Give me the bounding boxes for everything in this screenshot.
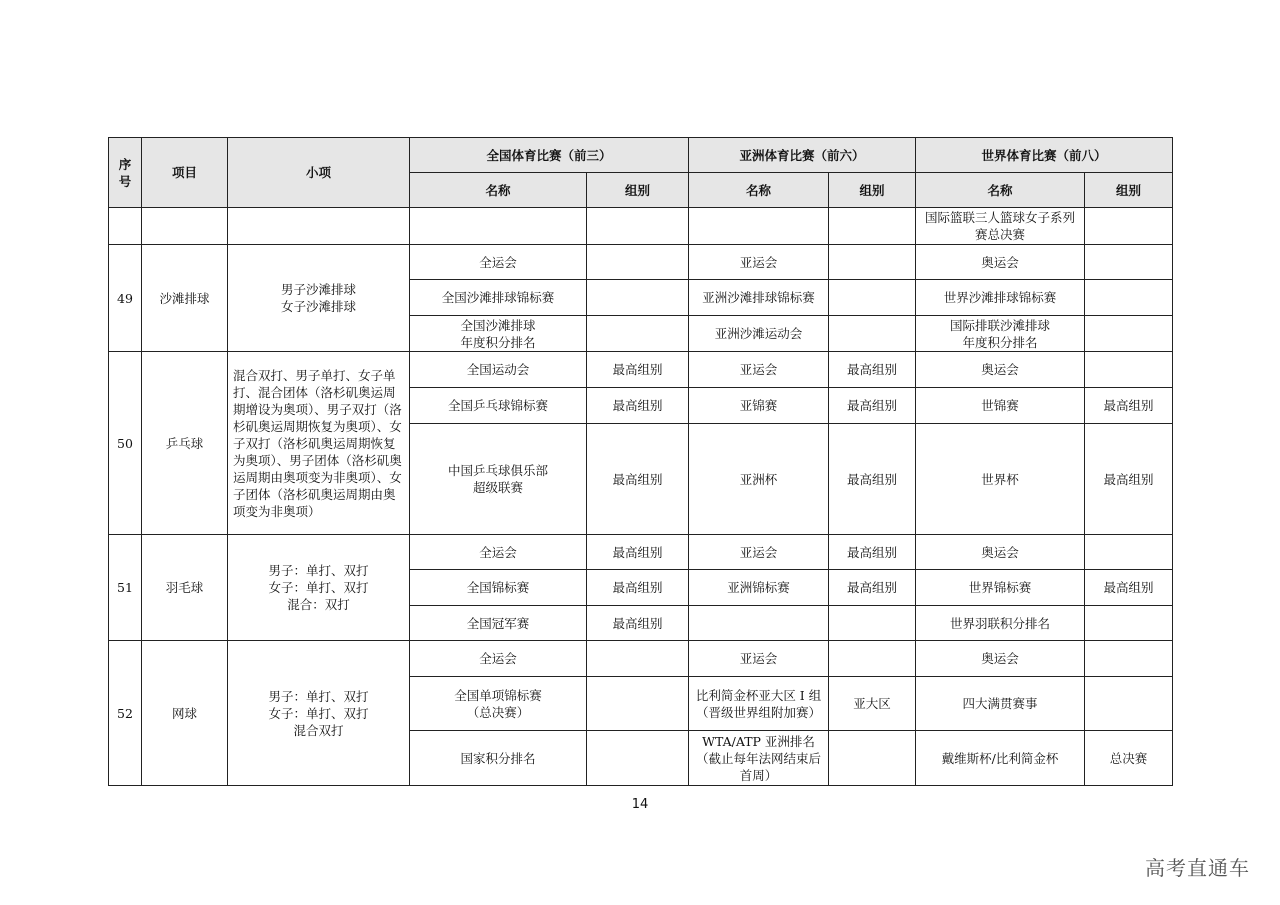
world-group: 总决赛	[1085, 731, 1173, 786]
national-event-name: 中国乒乓球俱乐部 超级联赛	[410, 424, 587, 535]
national-event-name: 全运会	[410, 245, 587, 280]
national-event-name: 全国沙滩排球 年度积分排名	[410, 316, 587, 352]
header-world-group: 组别	[1085, 173, 1173, 208]
national-group: 最高组别	[587, 606, 689, 641]
row-number: 50	[109, 352, 142, 535]
world-group	[1085, 352, 1173, 388]
asian-event-name: 亚洲沙滩排球锦标赛	[689, 280, 829, 316]
table-row	[109, 535, 1173, 570]
national-group: 最高组别	[587, 535, 689, 570]
world-event-name: 世界锦标赛	[916, 570, 1085, 606]
national-group: 最高组别	[587, 570, 689, 606]
asian-event-name: 比利简金杯亚大区 I 组（晋级世界组附加赛）	[689, 677, 829, 731]
asian-event-name	[689, 606, 829, 641]
sub-events: 男子：单打、双打 女子：单打、双打 混合：双打	[228, 535, 410, 641]
asian-group: 亚大区	[829, 677, 916, 731]
sport-name: 乒乓球	[142, 352, 228, 535]
asian-event-name: 亚运会	[689, 535, 829, 570]
sport-name: 羽毛球	[142, 535, 228, 641]
watermark: 高考直通车	[1145, 856, 1250, 880]
world-group	[1085, 677, 1173, 731]
national-event-name: 全国运动会	[410, 352, 587, 388]
world-event-name: 国际篮联三人篮球女子系列赛总决赛	[916, 208, 1085, 245]
header-world: 世界体育比赛（前八）	[916, 138, 1173, 173]
header-seq: 序号	[109, 138, 142, 208]
world-event-name: 奥运会	[916, 352, 1085, 388]
world-event-name: 四大满贯赛事	[916, 677, 1085, 731]
world-event-name: 世界沙滩排球锦标赛	[916, 280, 1085, 316]
world-group: 最高组别	[1085, 424, 1173, 535]
national-event-name: 国家积分排名	[410, 731, 587, 786]
header-asian-group: 组别	[829, 173, 916, 208]
world-event-name: 国际排联沙滩排球 年度积分排名	[916, 316, 1085, 352]
asian-group	[829, 731, 916, 786]
asian-group	[829, 606, 916, 641]
row-number: 49	[109, 245, 142, 352]
national-event-name: 全国锦标赛	[410, 570, 587, 606]
national-event-name: 全国单项锦标赛 （总决赛）	[410, 677, 587, 731]
asian-event-name: WTA/ATP 亚洲排名（截止每年法网结束后首周）	[689, 731, 829, 786]
world-group: 最高组别	[1085, 570, 1173, 606]
row-number: 52	[109, 641, 142, 786]
header-national-name: 名称	[410, 173, 587, 208]
national-event-name: 全国沙滩排球锦标赛	[410, 280, 587, 316]
asian-event-name: 亚洲沙滩运动会	[689, 316, 829, 352]
national-event-name: 全运会	[410, 641, 587, 677]
national-event-name: 全国冠军赛	[410, 606, 587, 641]
national-event-name: 全国乒乓球锦标赛	[410, 388, 587, 424]
asian-event-name: 亚洲杯	[689, 424, 829, 535]
asian-event-name: 亚运会	[689, 245, 829, 280]
table-row	[109, 641, 1173, 677]
row-number: 51	[109, 535, 142, 641]
world-event-name: 奥运会	[916, 245, 1085, 280]
asian-group	[829, 641, 916, 677]
header-sub: 小项	[228, 138, 410, 208]
asian-event-name: 亚运会	[689, 352, 829, 388]
header-asian: 亚洲体育比赛（前六）	[689, 138, 916, 173]
events-table	[108, 137, 1173, 786]
header-world-name: 名称	[916, 173, 1085, 208]
asian-group: 最高组别	[829, 424, 916, 535]
table-row	[109, 352, 1173, 388]
sport-name: 网球	[142, 641, 228, 786]
table-row	[109, 208, 1173, 245]
header-item: 项目	[142, 138, 228, 208]
header-national: 全国体育比赛（前三）	[410, 138, 689, 173]
world-group: 最高组别	[1085, 388, 1173, 424]
world-event-name: 世界羽联积分排名	[916, 606, 1085, 641]
world-event-name: 世锦赛	[916, 388, 1085, 424]
table-row	[109, 245, 1173, 280]
sub-events: 混合双打、男子单打、女子单打、混合团体（洛杉矶奥运周期增设为奥项）、男子双打（洛杉矶奥运周期恢复为奥项）、女子双打（洛杉矶奥运周期恢复为奥项）、男子团体（洛杉矶奥运周期由奥项变为非奥项）、女子团体（洛杉矶奥运周期由奥项变为非奥项）	[228, 352, 410, 535]
world-event-name: 世界杯	[916, 424, 1085, 535]
world-event-name: 奥运会	[916, 535, 1085, 570]
asian-group: 最高组别	[829, 388, 916, 424]
sub-events: 男子：单打、双打 女子：单打、双打 混合双打	[228, 641, 410, 786]
world-event-name: 戴维斯杯/比利简金杯	[916, 731, 1085, 786]
national-group: 最高组别	[587, 388, 689, 424]
national-event-name: 全运会	[410, 535, 587, 570]
page-number: 14	[631, 797, 649, 812]
header-national-group: 组别	[587, 173, 689, 208]
world-group	[1085, 606, 1173, 641]
world-event-name: 奥运会	[916, 641, 1085, 677]
national-group: 最高组别	[587, 424, 689, 535]
asian-group: 最高组别	[829, 352, 916, 388]
world-group	[1085, 641, 1173, 677]
asian-event-name: 亚锦赛	[689, 388, 829, 424]
asian-group: 最高组别	[829, 535, 916, 570]
asian-event-name: 亚运会	[689, 641, 829, 677]
world-group	[1085, 535, 1173, 570]
sport-name: 沙滩排球	[142, 245, 228, 352]
asian-event-name: 亚洲锦标赛	[689, 570, 829, 606]
national-group: 最高组别	[587, 352, 689, 388]
header-asian-name: 名称	[689, 173, 829, 208]
sub-events: 男子沙滩排球 女子沙滩排球	[228, 245, 410, 352]
asian-group: 最高组别	[829, 570, 916, 606]
